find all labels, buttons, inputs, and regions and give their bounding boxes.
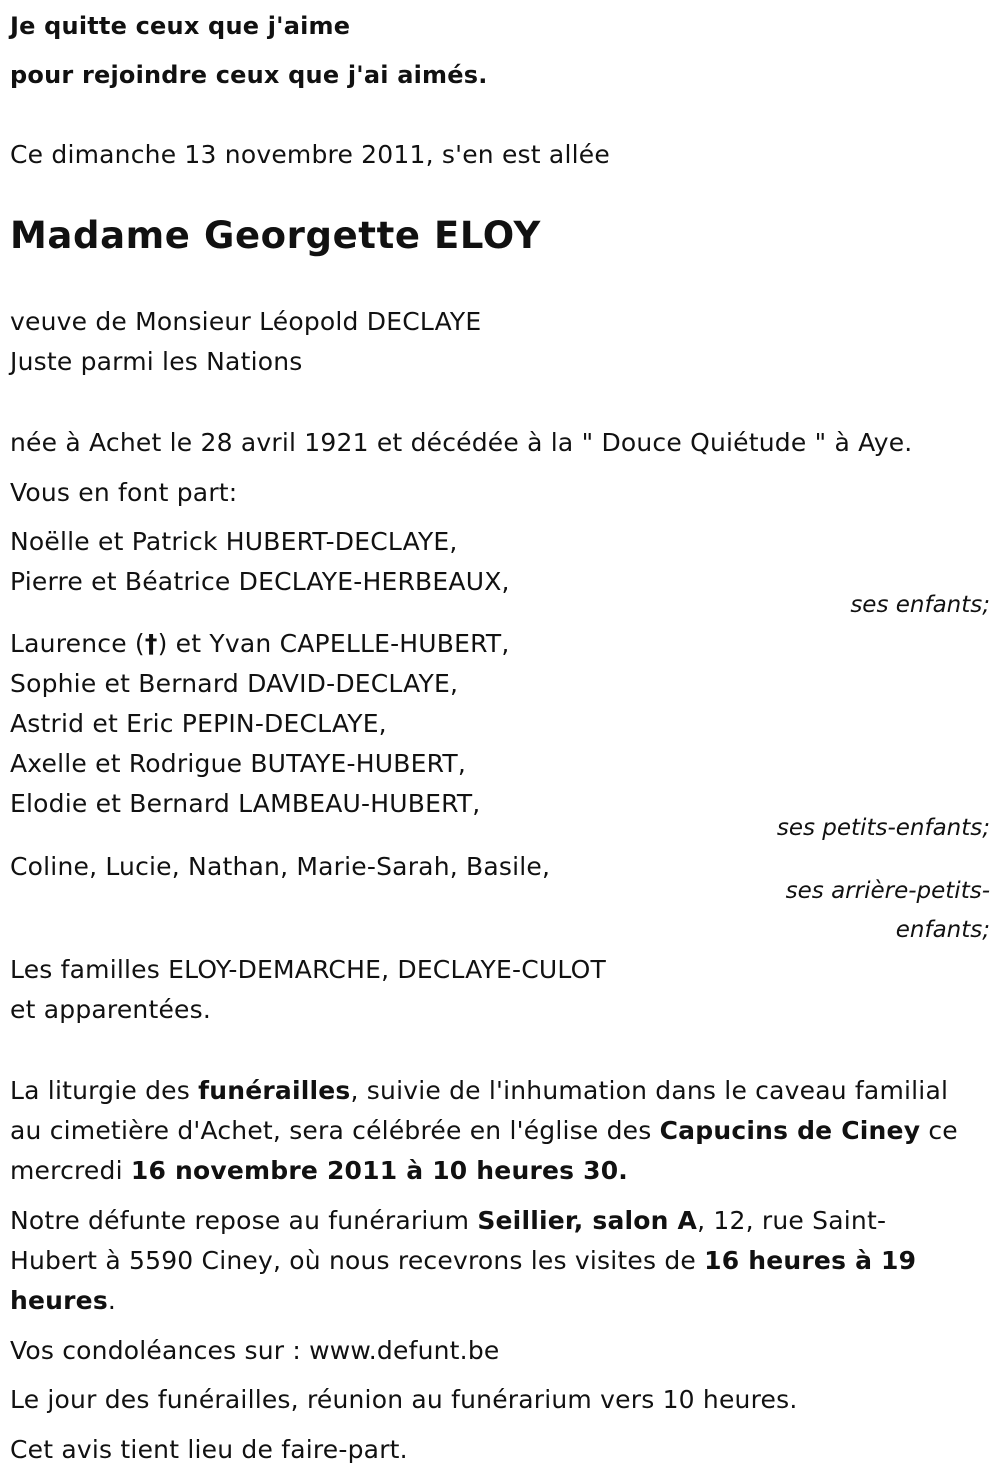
children-label: ses enfants; [850,592,990,618]
notify-intro: Vous en font part: [10,478,238,507]
deceased-name: Madame Georgette ELOY [10,214,541,257]
visitation-hours: heures [10,1286,108,1315]
families-line-2: et apparentées. [10,995,211,1024]
families-line-1: Les familles ELOY-DEMARCHE, DECLAYE-CULOT [10,955,606,984]
visitation-text: Hubert à 5590 Ciney, où nous recevrons les visites de [10,1246,705,1275]
grandchild-entry: Axelle et Rodrigue BUTAYE-HUBERT, [10,749,466,778]
funerarium-name: Seillier, salon A [477,1206,698,1235]
child-entry: Pierre et Béatrice DECLAYE-HERBEAUX, [10,567,510,596]
grandchild-entry: Astrid et Eric PEPIN-DECLAYE, [10,709,387,738]
widow-of: veuve de Monsieur Léopold DECLAYE [10,307,482,336]
birth-death: née à Achet le 28 avril 1921 et décédée à la " Douce Quiétude " à Aye. [10,428,913,457]
epigraph-line-2: pour rejoindre ceux que j'ai aimés. [10,61,488,89]
great-grandchildren: Coline, Lucie, Nathan, Marie-Sarah, Basile, [10,852,551,881]
grandchild-name-start: Laurence ( [10,629,145,658]
funeral-line-2 [10,1116,958,1146]
funeral-line-3 [10,1156,628,1186]
church-name: Capucins de Ciney [659,1116,921,1145]
funeral-text: , suivie de l'inhumation dans le caveau familial [350,1076,949,1105]
visitation-text: , 12, rue Saint- [697,1206,887,1235]
meeting-line: Le jour des funérailles, réunion au funérarium vers 10 heures. [10,1385,798,1414]
funeral-datetime: 16 novembre 2011 à 10 heures 30. [130,1156,629,1185]
funeral-text: au cimetière d'Achet, sera célébrée en l'église des [10,1116,660,1145]
closing-line: Cet avis tient lieu de faire-part. [10,1435,408,1464]
grandchild-entry: Elodie et Bernard LAMBEAU-HUBERT, [10,789,481,818]
visitation-hours: 16 heures à 19 [704,1246,917,1275]
grandchildren-label: ses petits-enfants; [776,815,990,841]
funeral-text: La liturgie des [10,1076,199,1105]
grandchild-name-end: ) et Yvan CAPELLE-HUBERT, [157,629,510,658]
funeral-text: ce [920,1116,958,1145]
announcement: Ce dimanche 13 novembre 2011, s'en est allée [10,140,610,169]
funeral-line-1 [10,1076,948,1106]
great-grandchildren-label-1: ses arrière-petits- [785,878,990,904]
condolences-line: Vos condoléances sur : www.defunt.be [10,1336,500,1365]
honor-title: Juste parmi les Nations [10,347,303,376]
visitation-line-2 [10,1246,916,1276]
funeral-text: mercredi [10,1156,131,1185]
visitation-text: Notre défunte repose au funérarium [10,1206,478,1235]
child-entry: Noëlle et Patrick HUBERT-DECLAYE, [10,527,458,556]
great-grandchildren-label-2: enfants; [895,917,990,943]
visitation-text: . [107,1286,117,1315]
epigraph-line-1: Je quitte ceux que j'aime [10,12,351,40]
visitation-line-1 [10,1206,886,1236]
grandchild-entry [10,629,510,659]
visitation-line-3 [10,1286,116,1316]
cross-icon: † [144,629,158,658]
grandchild-entry: Sophie et Bernard DAVID-DECLAYE, [10,669,459,698]
funeral-keyword: funérailles [198,1076,351,1105]
